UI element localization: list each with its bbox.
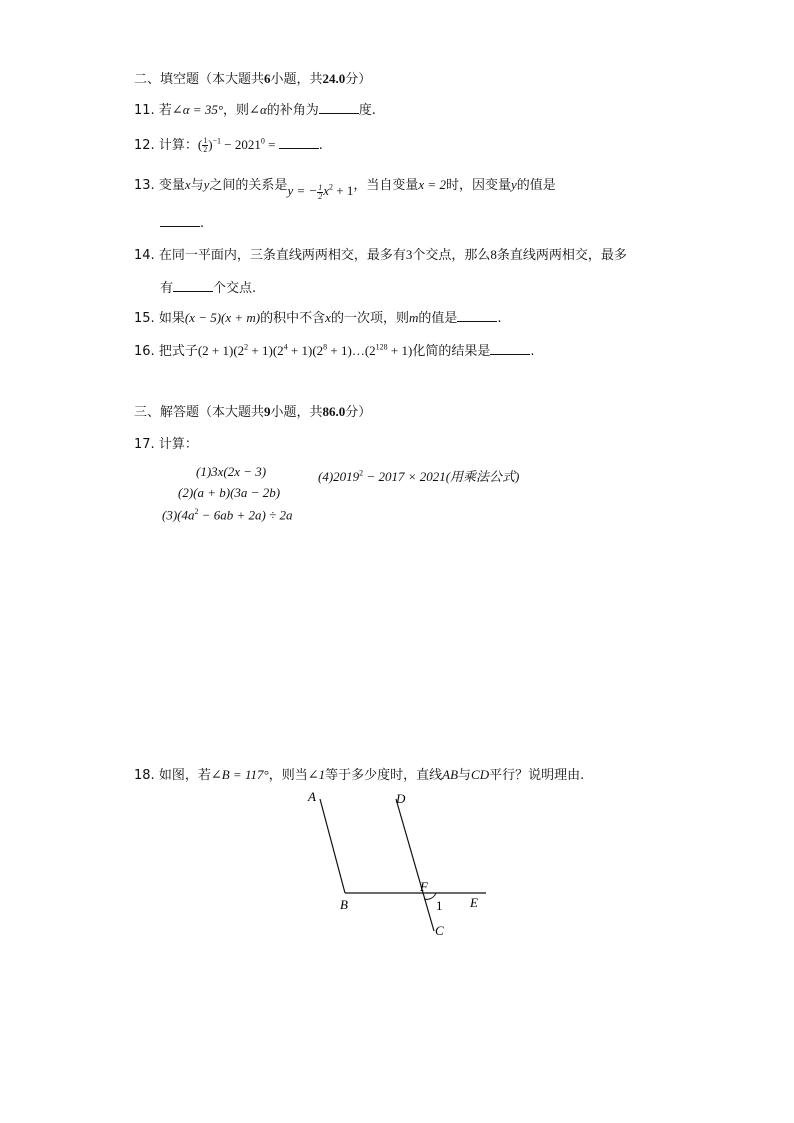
- question-14-line2: [160, 277, 256, 296]
- q17-part-3: [162, 507, 293, 523]
- question-18: [134, 764, 584, 783]
- section-2-header: [134, 68, 371, 87]
- q15-answer-blank[interactable]: [457, 309, 497, 322]
- q17-part-1: (1)3x(2x − 3): [196, 464, 267, 479]
- q13-period: .: [200, 216, 205, 231]
- q11-number: 11.: [134, 103, 155, 118]
- section-2-end: 分）: [345, 72, 372, 87]
- q12-exp2: 0: [260, 136, 265, 146]
- q16-expr-1: (2 + 1)(2: [197, 343, 245, 358]
- q18-line-cd: CD: [471, 767, 490, 782]
- q15-text-d: 的值是: [418, 311, 458, 326]
- q11-text-f: 度.: [358, 103, 376, 118]
- q15-period: .: [497, 311, 502, 326]
- q18-text-c: ，则当: [268, 768, 308, 783]
- q12-frac-num: 1: [203, 136, 208, 145]
- q12-text-a: 计算：: [158, 138, 198, 153]
- q14-num-3: 3: [405, 247, 413, 262]
- question-13-line2: [160, 214, 204, 231]
- q14-text-a: 在同一平面内，三条直线两两相交，最多有: [158, 248, 406, 263]
- q12-paren: ): [208, 137, 213, 152]
- q15-text-b: 的积中不含: [260, 311, 326, 326]
- q12-number: 12.: [134, 138, 155, 153]
- q16-exp-3: 8: [323, 342, 328, 352]
- q16-expr-3: + 1)(2: [287, 343, 324, 358]
- q16-period: .: [530, 344, 535, 359]
- q11-text-c: ，则: [223, 103, 250, 118]
- section-3-title: 三、解答题（本大题共: [134, 405, 265, 420]
- q16-exp-2: 4: [283, 342, 288, 352]
- q13-frac-den: 2: [318, 191, 323, 201]
- question-15: [134, 307, 502, 326]
- question-13: [134, 174, 556, 201]
- q11-text-e: 的补角为: [266, 103, 319, 118]
- q18-angle-b: ∠B = 117°: [210, 767, 269, 782]
- q16-expr-4: + 1)…(2: [327, 343, 376, 358]
- q17-p4-a: (4)2019: [318, 469, 360, 484]
- q17-p4-exp: 2: [359, 468, 364, 478]
- q14-text-d: 有: [160, 281, 174, 296]
- q13-text-b: 与: [190, 178, 204, 193]
- q16-exp-1: 2: [244, 342, 249, 352]
- q16-expr-5: + 1): [387, 343, 413, 358]
- q17-p4-b: − 2017 × 2021(用乘法公式): [363, 469, 520, 484]
- q11-angle: ∠α: [249, 102, 267, 117]
- section-2-mid: 小题，共: [270, 72, 323, 87]
- q13-text-h: 的值是: [516, 178, 556, 193]
- section-2-count: 6: [264, 71, 271, 86]
- label-1: 1: [436, 898, 443, 913]
- q13-text-c: 之间的关系是: [209, 178, 288, 193]
- q13-text-d: ，当自变量: [353, 178, 419, 193]
- q13-answer-blank[interactable]: [160, 214, 200, 227]
- q14-number: 14.: [134, 248, 155, 263]
- q13-text-f: 时，因变量: [445, 178, 511, 193]
- q18-line-ab: AB: [442, 767, 459, 782]
- q13-x-eq: x = 2: [418, 177, 446, 192]
- q13-var-y: y: [203, 177, 210, 192]
- q18-number: 18.: [134, 768, 155, 783]
- q12-exp1: −1: [212, 136, 222, 146]
- q15-text-a: 如果: [158, 311, 185, 326]
- q16-exp-4: 128: [375, 342, 388, 352]
- section-2-title: 二、填空题（本大题共: [134, 72, 265, 87]
- q15-var-m: m: [408, 310, 419, 325]
- geometry-figure: [300, 785, 500, 945]
- q13-var-x: x: [184, 177, 191, 192]
- q17-p3-b: − 6ab + 2a) ÷ 2a: [198, 507, 293, 523]
- q15-text-c: 的一次项，则: [330, 311, 409, 326]
- label-d: D: [396, 791, 406, 806]
- q13-equation: [287, 182, 354, 201]
- q15-var-x: x: [325, 310, 331, 325]
- q17-number: 17.: [134, 437, 155, 452]
- q14-num-8: 8: [490, 247, 497, 262]
- q18-text-e: 等于多少度时，直线: [325, 768, 443, 783]
- q13-var-y2: y: [510, 177, 517, 192]
- label-f: F: [420, 879, 428, 894]
- q12-period: .: [318, 138, 323, 153]
- question-12: 12. 计算：( $\frac{1}{2}$ )$^{-1} - 2021^0$ = .: [134, 136, 323, 154]
- q16-expr-2: + 1)(2: [248, 343, 284, 358]
- q13-eq3: + 1: [333, 183, 354, 198]
- q17-part-4: [318, 466, 519, 485]
- q16-answer-blank[interactable]: [490, 342, 530, 355]
- q17-p3-a: (3)(4a: [162, 507, 195, 523]
- q18-text-i: 平行？说明理由.: [489, 768, 585, 783]
- q18-text-a: 如图，若: [158, 768, 211, 783]
- q16-text-a: 把式子: [158, 344, 198, 359]
- question-14: [134, 244, 627, 263]
- q13-number: 13.: [134, 178, 155, 193]
- q14-text-e: 个交点.: [213, 281, 257, 296]
- section-3-end: 分）: [345, 405, 372, 420]
- line-ab: [320, 799, 345, 893]
- label-c: C: [435, 923, 444, 938]
- section-3-header: [134, 401, 371, 420]
- q16-number: 16.: [134, 344, 155, 359]
- q13-frac-num: 1: [318, 182, 323, 192]
- q11-angle-eq: ∠α = 35°: [171, 102, 224, 117]
- q13-text-a: 变量: [158, 178, 185, 193]
- q17-part-2: (2)(a + b)(3a − 2b): [178, 485, 281, 500]
- q12-year: − 2021: [221, 137, 261, 152]
- q15-expression: (x − 5)(x + m): [184, 310, 261, 325]
- q13-eq2: x: [323, 183, 330, 198]
- q15-number: 15.: [134, 311, 155, 326]
- q12-answer-blank[interactable]: [279, 136, 319, 149]
- q11-text-a: 若: [158, 103, 172, 118]
- q12-frac-den: 2: [203, 145, 208, 154]
- q14-text-c: 条直线两两相交，最多: [496, 248, 627, 263]
- q18-angle-1: ∠1: [307, 767, 326, 782]
- q11-answer-blank[interactable]: [319, 101, 359, 114]
- q17-p3-exp: 2: [194, 507, 199, 516]
- q17-text-a: 计算：: [158, 437, 198, 452]
- q14-answer-blank[interactable]: [173, 279, 213, 292]
- section-2-score: 24.0: [322, 71, 346, 86]
- section-3-mid: 小题，共: [270, 405, 323, 420]
- q12-equals: =: [264, 137, 279, 152]
- label-a: A: [308, 789, 316, 804]
- q16-expression: [198, 343, 413, 358]
- section-3-score: 86.0: [322, 404, 346, 419]
- q13-exp: 2: [329, 182, 334, 192]
- q14-text-b: 个交点，那么: [412, 248, 491, 263]
- line-dc: [396, 799, 434, 931]
- q18-text-g: 与: [458, 768, 472, 783]
- question-11: [134, 99, 376, 118]
- question-17: [134, 433, 198, 452]
- question-16: [134, 340, 535, 359]
- q16-text-b: 化简的结果是: [412, 344, 491, 359]
- section-3-count: 9: [264, 404, 271, 419]
- label-b: B: [340, 897, 348, 912]
- q13-eq1: y = −: [287, 183, 318, 198]
- label-e: E: [470, 895, 478, 910]
